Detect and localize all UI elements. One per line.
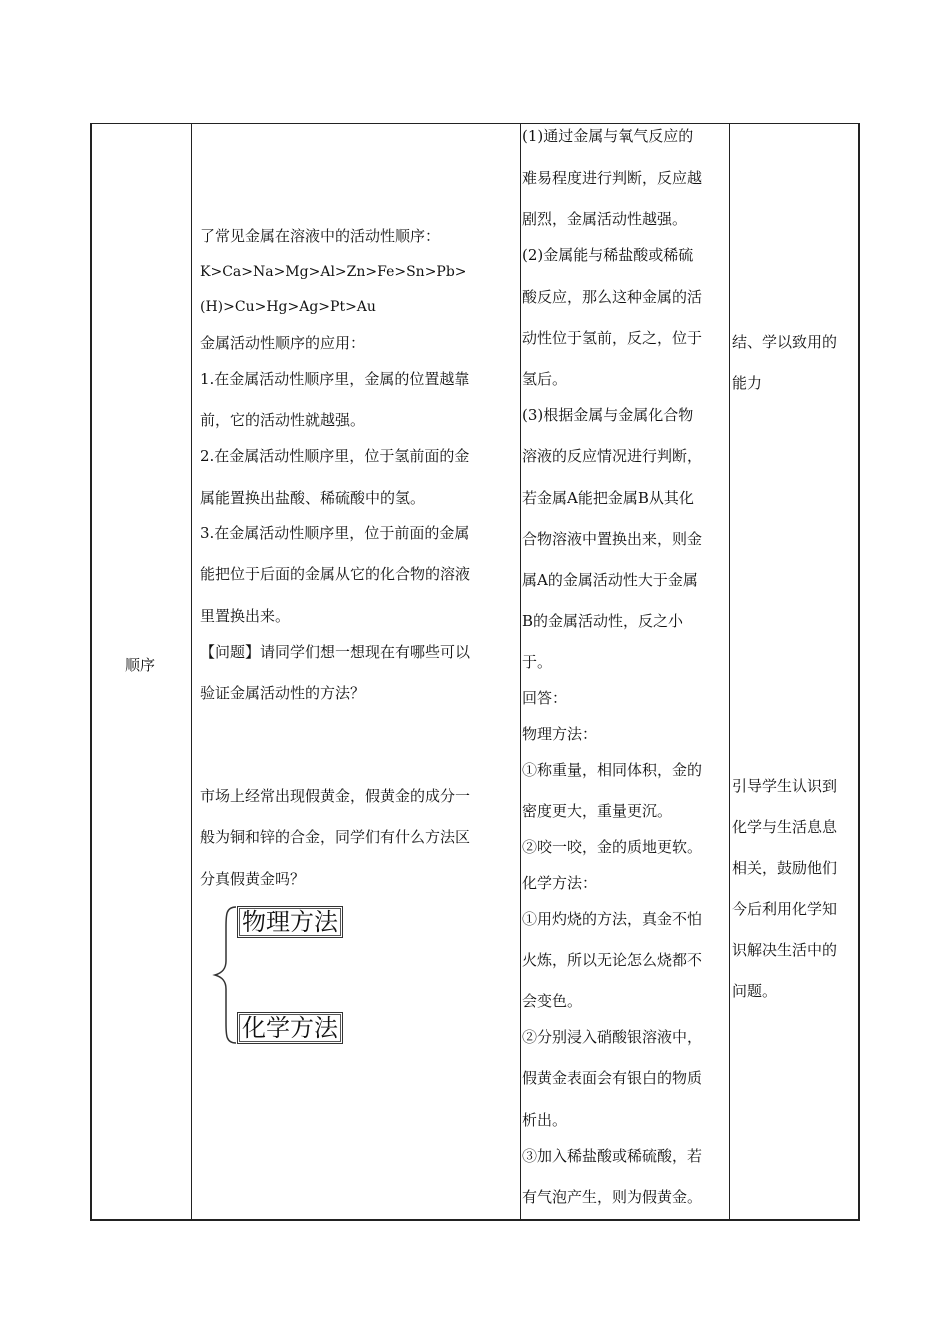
text-line: K>Ca>Na>Mg>Al>Zn>Fe>Sn>Pb> — [200, 264, 467, 280]
text-line: 市场上经常出现假黄金，假黄金的成分一 — [200, 787, 471, 805]
text-line: (2)金属能与稀盐酸或稀硫 — [522, 246, 694, 264]
text-line: 酸反应，那么这种金属的活 — [522, 288, 703, 306]
text-line: (H)>Cu>Hg>Ag>Pt>Au — [200, 299, 376, 315]
text-line: 【问题】请同学们想一想现在有哪些可以 — [200, 643, 471, 661]
chemical-method-box: 化学方法 — [237, 1012, 343, 1044]
text-line: 引导学生认识到 — [732, 777, 838, 795]
text-line: 今后利用化学知 — [732, 900, 838, 918]
text-line: 属A的金属活动性大于金属 — [522, 571, 698, 589]
text-line: 能把位于后面的金属从它的化合物的溶液 — [200, 565, 471, 583]
col-divider-1 — [191, 123, 192, 1221]
text-line: 分真假黄金吗？ — [200, 870, 306, 888]
text-line: 2.在金属活动性顺序里，位于氢前面的金 — [200, 447, 470, 465]
text-line: ①称重量，相同体积，金的 — [522, 761, 703, 779]
physical-method-box: 物理方法 — [237, 906, 343, 938]
text-line: 有气泡产生，则为假黄金。 — [522, 1188, 703, 1206]
text-line: 动性位于氢前，反之，位于 — [522, 329, 703, 347]
table-right-border — [858, 123, 860, 1221]
text-line: 密度更大，重量更沉。 — [522, 802, 673, 820]
text-line: 识解决生活中的 — [732, 941, 838, 959]
text-line: 若金属A能把金属B从其化 — [522, 489, 694, 507]
text-line: 能力 — [732, 374, 763, 392]
text-line: (3)根据金属与金属化合物 — [522, 406, 694, 424]
text-line: 难易程度进行判断，反应越 — [522, 169, 703, 187]
text-line: 相关，鼓励他们 — [732, 859, 838, 877]
text-line: 析出。 — [522, 1111, 568, 1129]
text-line: 验证金属活动性的方法？ — [200, 684, 366, 702]
table-left-border — [90, 123, 92, 1221]
text-line: 回答： — [522, 689, 568, 707]
text-line: ②咬一咬，金的质地更软。 — [522, 838, 703, 856]
text-line: 会变色。 — [522, 992, 583, 1010]
table-bottom-border — [90, 1219, 860, 1221]
text-line: 物理方法： — [522, 725, 598, 743]
text-line: 问题。 — [732, 982, 778, 1000]
text-line: 里置换出来。 — [200, 607, 291, 625]
text-line: 结、学以致用的 — [732, 333, 838, 351]
text-line: 合物溶液中置换出来，则金 — [522, 530, 703, 548]
text-line: 属能置换出盐酸、稀硫酸中的氢。 — [200, 489, 426, 507]
text-line: 般为铜和锌的合金，同学们有什么方法区 — [200, 828, 471, 846]
table-top-border — [90, 123, 860, 124]
text-line: 了常见金属在溶液中的活动性顺序： — [200, 227, 441, 245]
text-line: ②分别浸入硝酸银溶液中， — [522, 1028, 703, 1046]
text-line: (1)通过金属与氧气反应的 — [522, 127, 694, 145]
col-divider-3 — [729, 123, 730, 1221]
text-line: 3.在金属活动性顺序里，位于前面的金属 — [200, 524, 470, 542]
text-line: 火炼，所以无论怎么烧都不 — [522, 951, 703, 969]
text-line: 剧烈，金属活动性越强。 — [522, 210, 688, 228]
text-line: 氢后。 — [522, 370, 568, 388]
text-line: 假黄金表面会有银白的物质 — [522, 1069, 703, 1087]
text-line: ③加入稀盐酸或稀硫酸，若 — [522, 1147, 703, 1165]
text-line: 于。 — [522, 653, 553, 671]
text-line: 金属活动性顺序的应用： — [200, 334, 366, 352]
stage-label: 顺序 — [125, 656, 156, 674]
text-line: 1.在金属活动性顺序里，金属的位置越靠 — [200, 370, 470, 388]
text-line: 化学方法： — [522, 874, 598, 892]
text-line: B的金属活动性，反之小 — [522, 612, 684, 630]
col-divider-2 — [520, 123, 521, 1221]
text-line: 溶液的反应情况进行判断， — [522, 447, 703, 465]
text-line: 前，它的活动性就越强。 — [200, 411, 366, 429]
text-line: 化学与生活息息 — [732, 818, 838, 836]
text-line: ①用灼烧的方法，真金不怕 — [522, 910, 703, 928]
